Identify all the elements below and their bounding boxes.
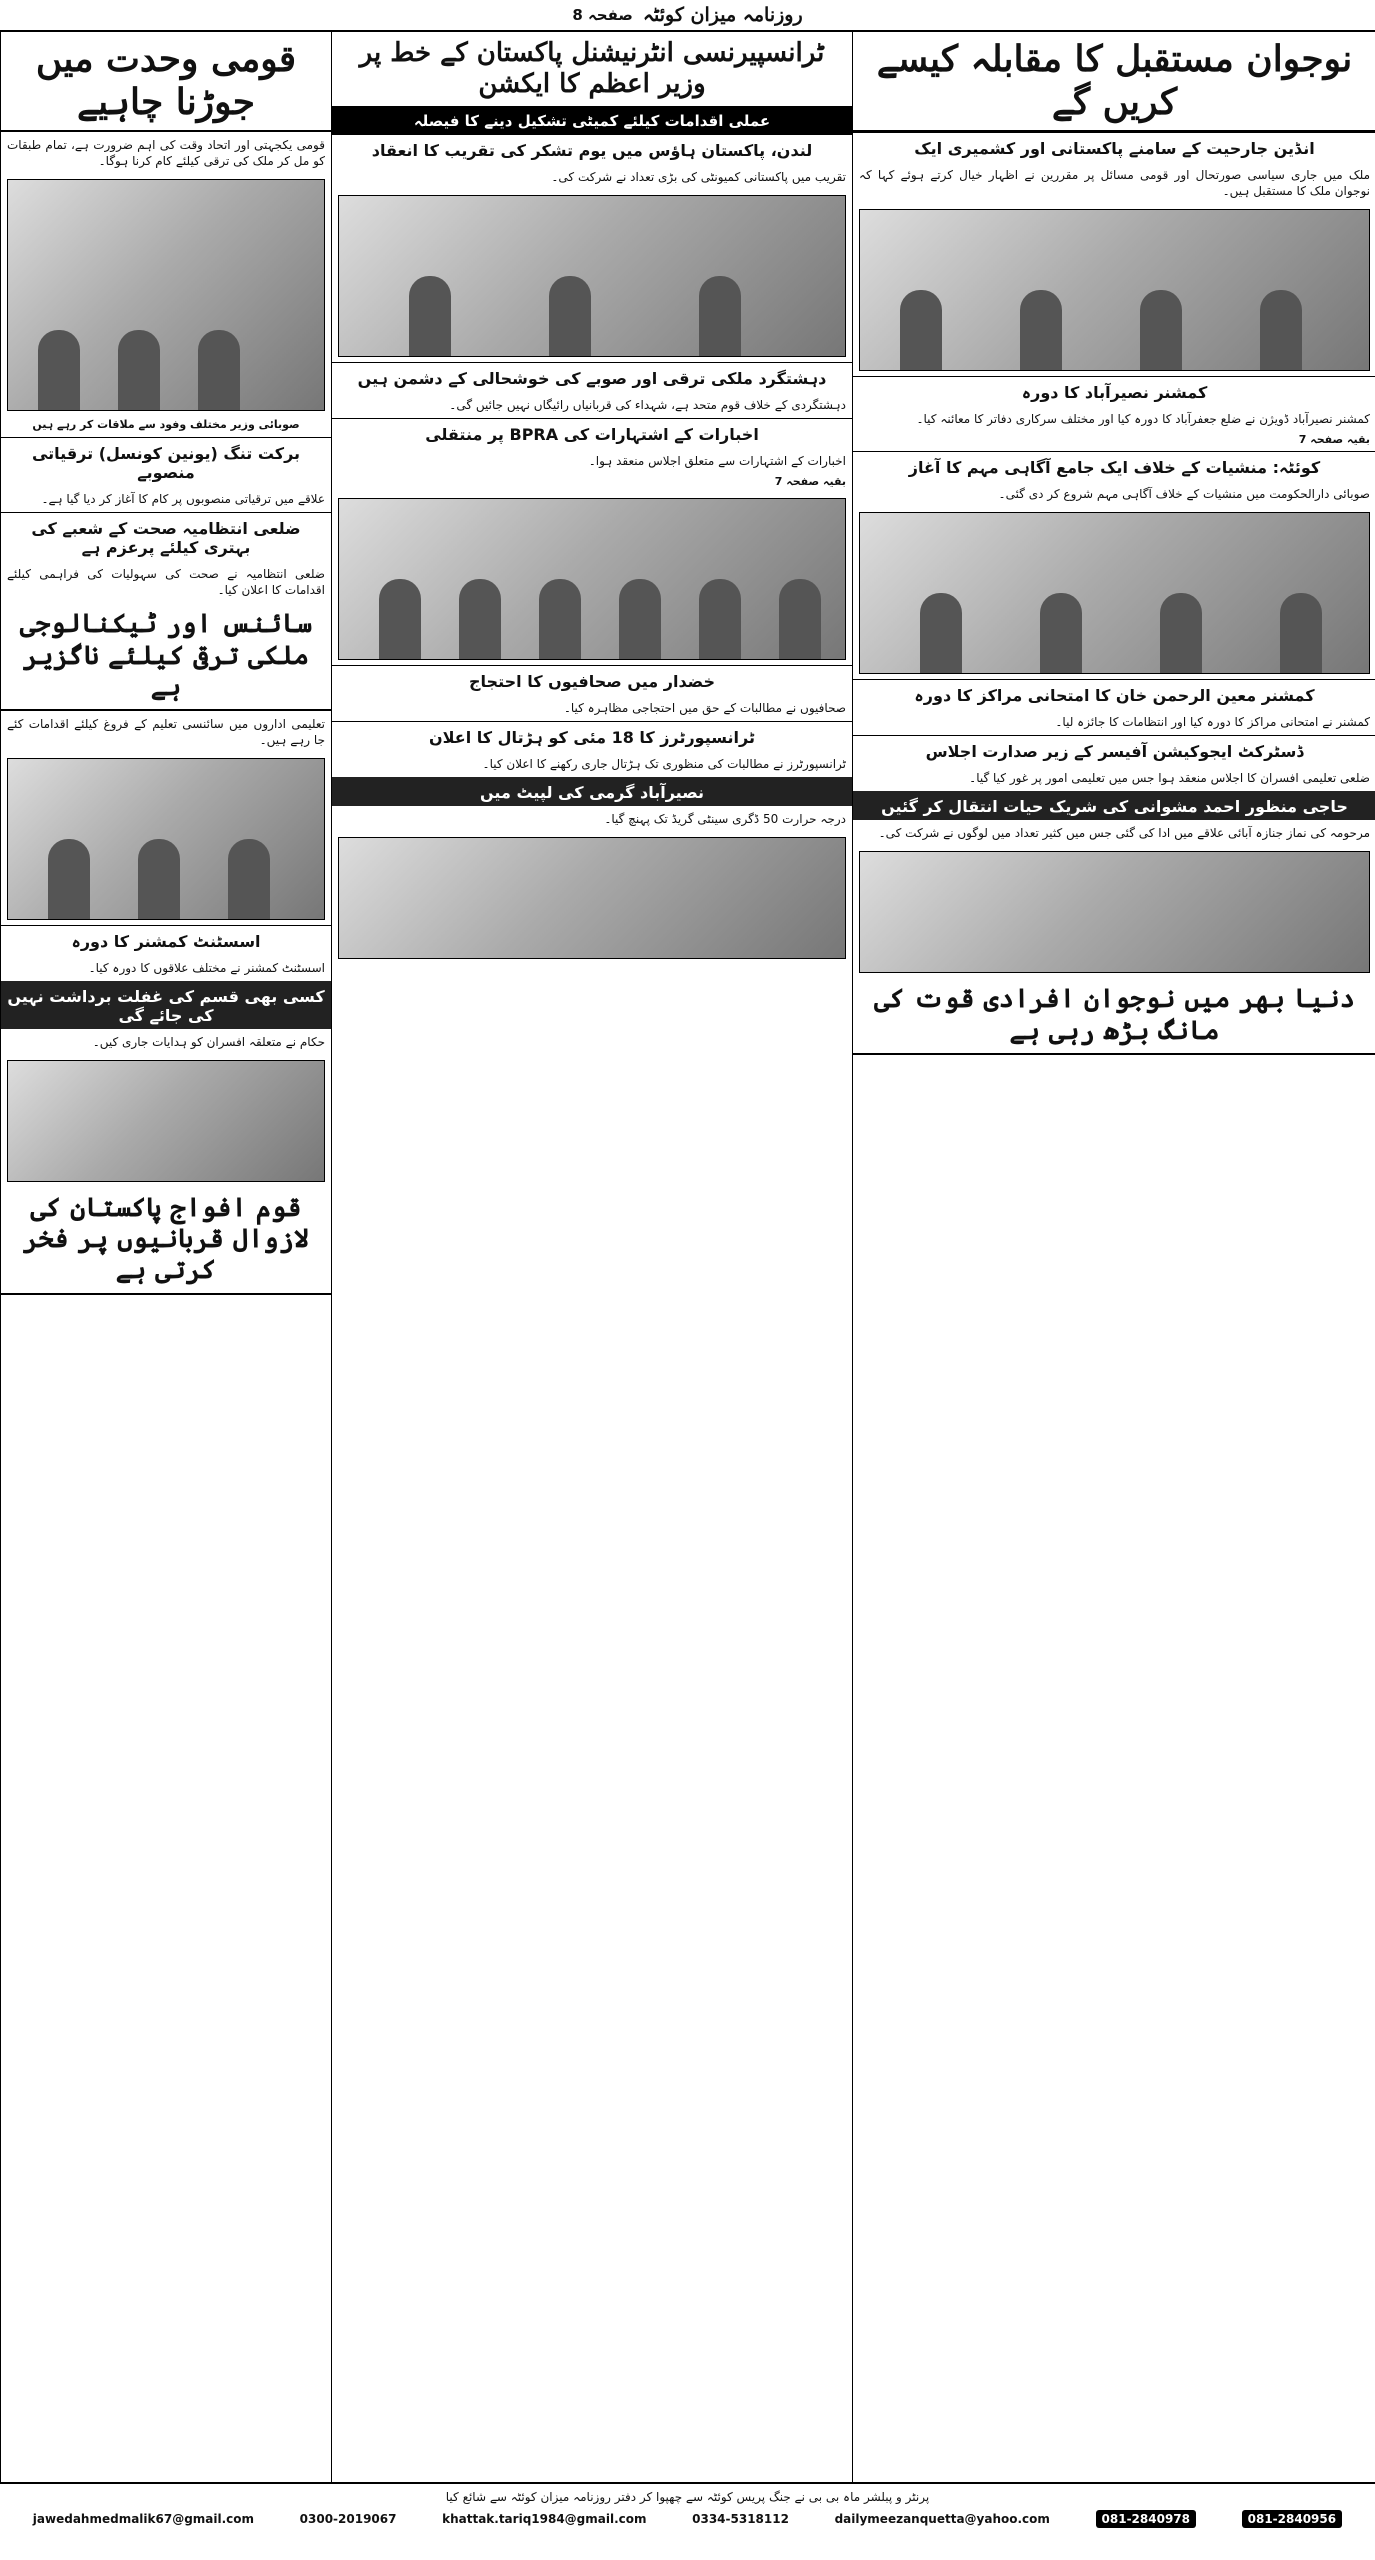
person-figure <box>379 579 421 659</box>
right-story1-text: کمشنر نصیرآباد ڈویژن نے ضلع جعفرآباد کا دورہ کیا اور مختلف سرکاری دفاتر کا معائنہ کیا۔ <box>916 412 1370 427</box>
page-number: صفحہ 8 <box>572 6 633 24</box>
right-headline: نوجوان مستقبل کا مقابلہ کیسے کریں گے <box>853 32 1375 132</box>
right-photo-1 <box>859 209 1370 371</box>
person-figure <box>38 330 80 410</box>
left-photo-3 <box>7 1060 325 1182</box>
left-photo-1 <box>7 179 325 411</box>
person-figure <box>459 579 501 659</box>
person-figure <box>539 579 581 659</box>
right-story2-title: کوئٹہ: منشیات کے خلاف ایک جامع آگاہی مہم کا آغاز <box>853 451 1375 481</box>
footer-contacts <box>0 2506 1375 2528</box>
right-story4-text: ضلعی تعلیمی افسران کا اجلاس منعقد ہوا جس میں تعلیمی امور پر غور کیا گیا۔ <box>969 771 1370 786</box>
left-headline: قومی وحدت میں جوڑنا چاہیے <box>1 32 331 132</box>
person-figure <box>1160 593 1202 673</box>
middle-story1-title: لندن، پاکستان ہاؤس میں یوم تشکر کی تقریب کا انعقاد <box>332 134 852 164</box>
right-photo-3 <box>859 851 1370 973</box>
middle-photo-1 <box>338 195 846 357</box>
person-figure <box>1020 290 1062 370</box>
masthead <box>0 0 1375 32</box>
person-figure <box>619 579 661 659</box>
right-story5-text: مرحومہ کی نماز جنازہ آبائی علاقے میں ادا کی گئی جس میں کثیر تعداد میں لوگوں نے شرکت کی۔ <box>878 826 1370 841</box>
middle-story2-title: دہشتگرد ملکی ترقی اور صوبے کی خوشحالی کے دشمن ہیں <box>332 362 852 392</box>
footer-email-2[interactable]: khattak.tariq1984@gmail.com <box>442 2512 647 2526</box>
person-figure <box>1140 290 1182 370</box>
person-figure <box>779 579 821 659</box>
middle-subhead: عملی اقدامات کیلئے کمیٹی تشکیل دینے کا فیصلہ <box>332 108 852 134</box>
person-figure <box>409 276 451 356</box>
left-story1-title: برکت تنگ (یونین کونسل) ترقیاتی منصوبے <box>1 437 331 486</box>
middle-story5-title: ٹرانسپورٹرز کا 18 مئی کو ہڑتال کا اعلان <box>332 721 852 751</box>
left-caption-1: صوبائی وزیر مختلف وفود سے ملاقات کر رہے ہیں <box>32 418 300 432</box>
middle-story6-title: نصیرآباد گرمی کی لپیٹ میں <box>332 777 852 806</box>
left-story3-text: تعلیمی اداروں میں سائنسی تعلیم کے فروغ کیلئے اقدامات کئے جا رہے ہیں۔ <box>7 716 325 747</box>
left-lead-text: قومی یکجہتی اور اتحاد وقت کی اہم ضرورت ہے، تمام طبقات کو مل کر ملک کی ترقی کیلئے کام کرنا ہوگا۔ <box>7 138 325 169</box>
middle-story4-title: خضدار میں صحافیوں کا احتجاج <box>332 665 852 695</box>
left-story1-text: علاقے میں ترقیاتی منصوبوں پر کام کا آغاز کر دیا گیا ہے۔ <box>41 492 325 507</box>
left-story4-title: اسسٹنٹ کمشنر کا دورہ <box>1 925 331 955</box>
right-story3-text: کمشنر نے امتحانی مراکز کا دورہ کیا اور انتظامات کا جائزہ لیا۔ <box>1055 715 1370 730</box>
middle-headline: ٹرانسپیرنسی انٹرنیشنل پاکستان کے خط پر وزیر اعظم کا ایکشن <box>332 32 852 108</box>
newspaper-title: روزنامہ میزان کوئٹہ <box>642 4 803 26</box>
right-story2-text: صوبائی دارالحکومت میں منشیات کے خلاف آگاہی مہم شروع کر دی گئی۔ <box>998 487 1370 502</box>
middle-story3-text: اخبارات کے اشتہارات سے متعلق اجلاس منعقد ہوا۔ <box>588 454 846 469</box>
left-story3-headline: سائنس اور ٹیکنالوجی ملکی ترقی کیلئے ناگزیر ہے <box>1 603 331 711</box>
person-figure <box>1040 593 1082 673</box>
person-figure <box>699 276 741 356</box>
person-figure <box>118 330 160 410</box>
right-story1-title: کمشنر نصیرآباد کا دورہ <box>853 376 1375 406</box>
left-story2-title: ضلعی انتظامیہ صحت کے شعبے کی بہتری کیلئے پرعزم ہے <box>1 512 331 561</box>
footer <box>0 2482 1375 2560</box>
right-story5-title: حاجی منظور احمد مشوانی کی شریک حیات انتقال کر گئیں <box>853 791 1375 820</box>
right-lead-title: انڈین جارحیت کے سامنے پاکستانی اور کشمیری ایک <box>853 132 1375 162</box>
left-photo-2 <box>7 758 325 920</box>
person-figure <box>920 593 962 673</box>
footer-printer-line: پرنٹر و پبلشر ماہ بی بی نے جنگ پریس کوئٹہ سے چھپوا کر دفتر روزنامہ میزان کوئٹہ سے شائع کیا <box>445 2490 930 2504</box>
left-column <box>0 32 331 2482</box>
footer-phone-1: 081-2840978 <box>1096 2510 1196 2528</box>
footer-email-3[interactable]: dailymeezanquetta@yahoo.com <box>834 2512 1050 2526</box>
footer-mobile-2: 0334-5318112 <box>692 2512 789 2526</box>
left-story5-title: کسی بھی قسم کی غفلت برداشت نہیں کی جائے گی <box>1 981 331 1029</box>
left-story5-text: حکام نے متعلقہ افسران کو ہدایات جاری کیں۔ <box>92 1034 325 1049</box>
person-figure <box>699 579 741 659</box>
person-figure <box>138 839 180 919</box>
person-figure <box>549 276 591 356</box>
middle-story6-text: درجہ حرارت 50 ڈگری سینٹی گریڈ تک پہنچ گیا۔ <box>604 812 846 827</box>
left-story2-text: ضلعی انتظامیہ نے صحت کی سہولیات کی فراہمی کیلئے اقدامات کا اعلان کیا۔ <box>7 567 325 598</box>
middle-column <box>331 32 852 2482</box>
middle-photo-2 <box>338 498 846 660</box>
person-figure <box>1260 290 1302 370</box>
person-figure <box>198 330 240 410</box>
middle-story2-text: دہشتگردی کے خلاف قوم متحد ہے، شہداء کی قربانیاں رائیگاں نہیں جائیں گی۔ <box>449 398 846 413</box>
right-bottom-headline: دنیا بھر میں نوجوان افرادی قوت کی مانگ بڑھ رہی ہے <box>853 978 1375 1054</box>
middle-story5-text: ٹرانسپورٹرز نے مطالبات کی منظوری تک ہڑتال جاری رکھنے کا اعلان کیا۔ <box>482 757 846 772</box>
right-story3-title: کمشنر معین الرحمن خان کا امتحانی مراکز کا دورہ <box>853 679 1375 709</box>
right-column <box>852 32 1375 2482</box>
person-figure <box>900 290 942 370</box>
footer-email-1[interactable]: jawedahmedmalik67@gmail.com <box>32 2512 255 2526</box>
person-figure <box>48 839 90 919</box>
person-figure <box>1280 593 1322 673</box>
middle-story1-text: تقریب میں پاکستانی کمیونٹی کی بڑی تعداد نے شرکت کی۔ <box>551 170 846 185</box>
person-figure <box>228 839 270 919</box>
footer-phone-2: 081-2840956 <box>1242 2510 1342 2528</box>
footer-mobile-1: 0300-2019067 <box>299 2512 397 2526</box>
right-story1-ref: بقیہ صفحہ 7 <box>1298 433 1370 447</box>
middle-story3-title: اخبارات کے اشتہارات کی BPRA پر منتقلی <box>332 418 852 448</box>
right-photo-2 <box>859 512 1370 674</box>
left-bottom-headline: قوم افواج پاکستان کی لازوال قربانیوں پر فخر کرتی ہے <box>1 1187 331 1295</box>
right-lead-text: ملک میں جاری سیاسی صورتحال اور قومی مسائل پر مقررین نے اظہار خیال کرتے ہوئے کہا کہ نوجوان ملک کا مستقبل ہیں۔ <box>859 168 1370 199</box>
middle-photo-3 <box>338 837 846 959</box>
middle-story4-text: صحافیوں نے مطالبات کے حق میں احتجاجی مظاہرہ کیا۔ <box>563 701 846 716</box>
middle-story3-ref: بقیہ صفحہ 7 <box>774 475 846 489</box>
left-story4-text: اسسٹنٹ کمشنر نے مختلف علاقوں کا دورہ کیا۔ <box>88 960 325 975</box>
right-story4-title: ڈسٹرکٹ ایجوکیشن آفیسر کے زیر صدارت اجلاس <box>853 735 1375 765</box>
